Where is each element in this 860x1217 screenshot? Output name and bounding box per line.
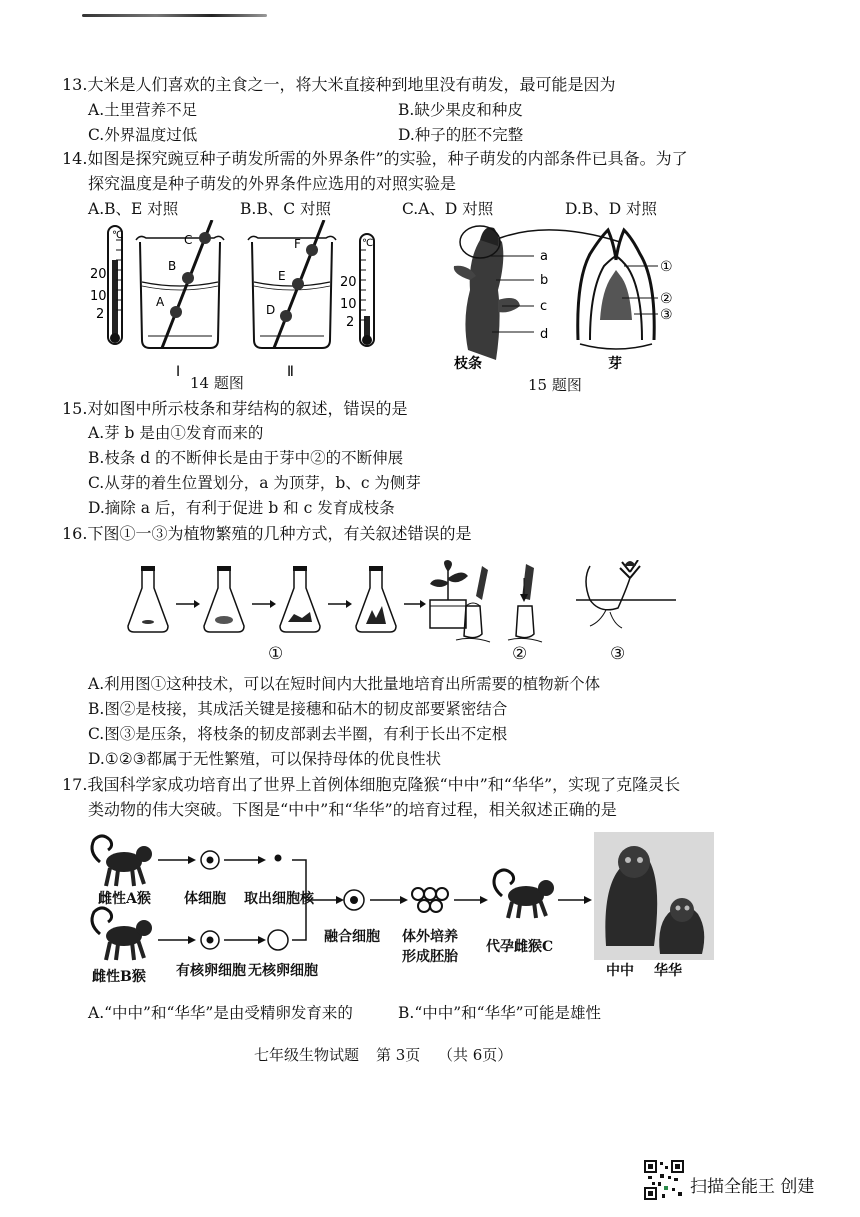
q14-option-a: A.B、E 对照 [88, 200, 179, 218]
monkey-a-icon [92, 836, 152, 886]
label-monkey-b: 雌性B猴 [92, 969, 146, 985]
branch-label-c: c [540, 299, 548, 314]
potted-seedling-icon [430, 560, 468, 628]
seed-label-B: B [168, 259, 177, 273]
therm-right-10: 10 [340, 297, 357, 312]
label-somatic-cell: 体细胞 [184, 891, 226, 907]
label-enucleated-egg: 无核卵细胞 [248, 963, 318, 979]
figure-16-label-2: ② [512, 644, 528, 664]
therm-left-10: 10 [90, 289, 107, 304]
thermometer-left-icon [108, 226, 122, 344]
nucleus-icon [275, 855, 282, 862]
beaker-2-label: Ⅱ [287, 364, 294, 380]
beaker-2 [248, 220, 336, 348]
label-take-nucleus: 取出细胞核 [244, 891, 314, 907]
q15-stem: 15.对如图中所示枝条和芽结构的叙述，错误的是 [62, 399, 408, 418]
enucleated-egg-icon [268, 930, 288, 950]
layering-icon [576, 560, 676, 628]
beaker-1-label: Ⅰ [176, 364, 181, 380]
therm-right-unit: ℃ [362, 238, 374, 249]
tissue-culture-sequence [128, 560, 468, 632]
bud-label-1: ① [660, 259, 673, 275]
figure-14-seed-germination [90, 220, 390, 380]
figure-16-label-3: ③ [610, 644, 626, 664]
scanner-watermark: 扫描全能王 创建 [690, 1177, 815, 1197]
figure-16-propagation [120, 560, 680, 668]
label-nucleated-egg: 有核卵细胞 [176, 963, 246, 979]
q17-option-b: B.“中中”和“华华”可能是雄性 [398, 1004, 602, 1022]
seed-label-A: A [156, 295, 165, 309]
q16-option-b: B.图②是枝接，其成活关键是接穗和砧木的韧皮部要紧密结合 [88, 700, 508, 718]
q13-option-d: D.种子的胚不完整 [398, 126, 524, 144]
monkey-b-icon [92, 908, 152, 960]
branch-label-a: a [540, 249, 548, 264]
q15-option-c: C.从芽的着生位置划分，a 为顶芽，b、c 为侧芽 [88, 474, 421, 492]
therm-right-20: 20 [340, 275, 357, 290]
branch-caption: 枝条 [454, 356, 482, 372]
q13-option-a: A.土里营养不足 [88, 101, 198, 119]
q16-option-c: C.图③是压条，将枝条的韧皮部剥去半圈，有利于长出不定根 [88, 725, 508, 743]
label-fused-cell: 融合细胞 [324, 929, 380, 945]
figure-14-caption: 14 题图 [190, 374, 244, 392]
q14-stem-line2: 探究温度是种子萌发的外界条件应选用的对照实验是 [88, 174, 457, 193]
seed-label-C: C [184, 233, 193, 247]
therm-left-unit: ℃ [112, 230, 124, 241]
q13-option-c: C.外界温度过低 [88, 126, 198, 144]
q14-option-c: C.A、D 对照 [402, 200, 494, 218]
q13-stem: 13.大米是人们喜欢的主食之一，将大米直接种到地里没有萌发，最可能是因为 [62, 75, 616, 94]
label-surrogate-monkey-c: 代孕雌猴C [486, 939, 554, 955]
top-rule [82, 14, 267, 17]
therm-left-20: 20 [90, 267, 107, 282]
label-huahua: 华华 [654, 963, 682, 979]
figure-16-label-1: ① [268, 644, 284, 664]
q15-option-b: B.枝条 d 的不断伸长是由于芽中②的不断伸展 [88, 449, 404, 467]
seed-label-D: D [266, 303, 276, 317]
footer-subject: 七年级生物试题 [254, 1046, 360, 1064]
q16-option-a: A.利用图①这种技术，可以在短时间内大批量地培育出所需要的植物新个体 [88, 675, 601, 693]
bud-section-icon [578, 230, 654, 349]
therm-right-2: 2 [346, 315, 355, 330]
beaker-1 [136, 220, 224, 348]
label-culture-line1: 体外培养 [402, 929, 458, 945]
q17-stem-line1: 17.我国科学家成功培育出了世界上首例体细胞克隆猴“中中”和“华华”，实现了克隆灵长 [62, 775, 681, 794]
q13-option-b: B.缺少果皮和种皮 [398, 101, 523, 119]
footer-page: 第 3页 [376, 1046, 421, 1064]
seed-label-F: F [294, 237, 301, 251]
q16-stem: 16.下图①一③为植物繁殖的几种方式，有关叙述错误的是 [62, 524, 472, 543]
figure-15-branch-and-bud [440, 220, 700, 375]
label-zhongzhong: 中中 [606, 963, 634, 979]
q15-option-a: A.芽 b 是由①发育而来的 [88, 424, 264, 442]
bud-label-2: ② [660, 291, 673, 307]
q17-stem-line2: 类动物的伟大突破。下图是“中中”和“华华”的培育过程，相关叙述正确的是 [88, 800, 617, 819]
grafting-icon [456, 564, 542, 642]
label-monkey-a: 雌性A猴 [98, 891, 151, 907]
branch-label-b: b [540, 273, 549, 288]
q15-option-d: D.摘除 a 后，有利于促进 b 和 c 发育成枝条 [88, 499, 395, 517]
figure-15-caption: 15 题图 [528, 376, 582, 394]
q14-stem-line1: 14.如图是探究豌豆种子萌发所需的外界条件”的实验，种子萌发的内部条件已具备。为了 [62, 149, 688, 168]
q16-option-d: D.①②③都属于无性繁殖，可以保持母体的优良性状 [88, 750, 441, 768]
q17-option-a: A.“中中”和“华华”是由受精卵发育来的 [88, 1004, 353, 1022]
q14-option-b: B.B、C 对照 [240, 200, 331, 218]
qr-code-icon [644, 1160, 684, 1200]
bud-caption: 芽 [608, 356, 622, 372]
embryo-icon [412, 888, 448, 912]
therm-left-2: 2 [96, 307, 105, 322]
seed-label-E: E [278, 269, 286, 283]
label-culture-line2: 形成胚胎 [402, 949, 458, 965]
footer-total: （共 6页） [438, 1046, 513, 1064]
thermometer-right-icon [360, 234, 374, 346]
cloned-monkeys-photo [594, 832, 714, 960]
q14-option-d: D.B、D 对照 [565, 200, 658, 218]
bud-label-3: ③ [660, 307, 673, 323]
branch-icon [454, 226, 520, 360]
branch-label-d: d [540, 327, 549, 342]
monkey-c-icon [494, 870, 554, 918]
